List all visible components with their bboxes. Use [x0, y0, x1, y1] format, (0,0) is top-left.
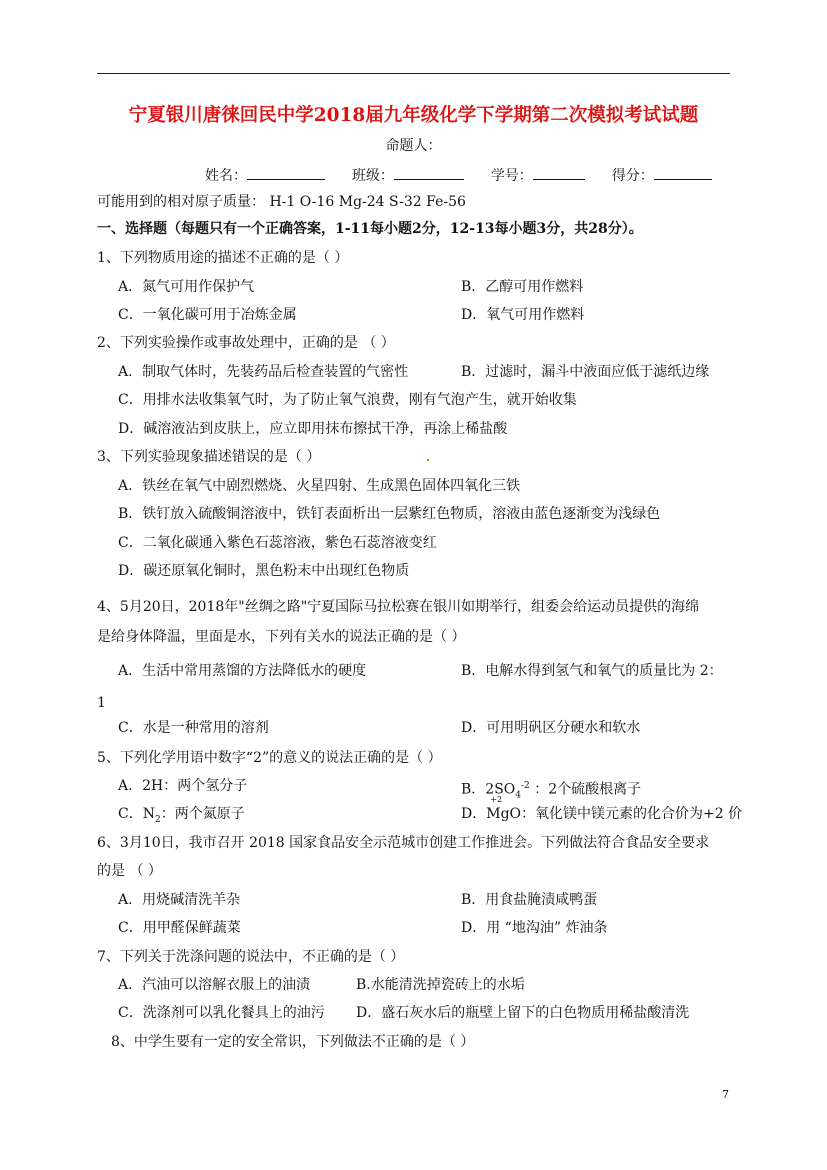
q2-option-c[interactable]: C．用排水法收集氧气时，为了防止氧气浪费，刚有气泡产生，就开始收集	[118, 392, 577, 408]
q5-b-prefix: B．	[461, 781, 486, 798]
q1-option-b[interactable]: B．乙醇可用作燃料	[461, 279, 584, 295]
q7-option-a[interactable]: A．汽油可以溶解衣服上的油渍	[118, 977, 311, 993]
q7-option-d[interactable]: D．盛石灰水后的瓶壁上留下的白色物质用稀盐酸清洗	[356, 1005, 690, 1021]
class-field[interactable]	[394, 165, 464, 180]
q6-option-d[interactable]: D．用 “地沟油” 炸油条	[461, 920, 608, 936]
id-field[interactable]	[533, 165, 585, 180]
q5-b-superscript: -2	[521, 781, 530, 791]
stray-mark	[427, 459, 429, 461]
q5-d-text: ：氧化镁中镁元素的化合价为+2 价	[521, 806, 743, 822]
q2-option-b[interactable]: B．过滤时，漏斗中液面应低于滤纸边缘	[461, 364, 710, 380]
q5-b-formula: 2SO	[485, 781, 516, 798]
q4-option-b-wrap: 1	[97, 695, 106, 711]
q1-option-a[interactable]: A．氮气可用作保护气	[118, 279, 255, 295]
q3-option-b[interactable]: B．铁钉放入硫酸铜溶液中，铁钉表面析出一层紫红色物质，溶液由蓝色逐渐变为浅绿色	[118, 506, 661, 522]
q5-b-text: ：2个硫酸根离子	[529, 781, 642, 798]
q4-option-d[interactable]: D．可用明矾区分硬水和软水	[461, 720, 641, 736]
q7-option-b[interactable]: B.水能清洗掉瓷砖上的水垢	[356, 977, 525, 993]
q5-c-prefix: C．N	[118, 806, 155, 822]
question-3-stem: 3、下列实验现象描述错误的是（ ）	[97, 449, 321, 465]
header-rule	[97, 73, 730, 74]
q3-option-c[interactable]: C．二氧化碳通入紫色石蕊溶液，紫色石蕊溶液变红	[118, 535, 437, 551]
author-label: 命题人：	[385, 138, 442, 154]
question-5-stem: 5、下列化学用语中数字“2”的意义的说法正确的是（ ）	[97, 750, 442, 766]
question-6-stem-line1: 6、3月10日，我市召开 2018 国家食品安全示范城市创建工作推进会。下列做法符合食品安全要求	[97, 835, 710, 851]
q5-c-subscript: 2	[154, 814, 161, 825]
q5-option-d[interactable]	[461, 795, 743, 823]
score-field[interactable]	[654, 165, 712, 180]
q4-option-a[interactable]: A．生活中常用蒸馏的方法降低水的硬度	[118, 663, 367, 679]
q7-option-c[interactable]: C．洗涤剂可以乳化餐具上的油污	[118, 1005, 325, 1021]
student-info-row	[205, 165, 712, 185]
score-label: 得分：	[611, 168, 654, 184]
section-title: 一、选择题（每题只有一个正确答案，1-11每小题2分，12-13每小题3分，共28分）。	[97, 221, 643, 237]
question-2-stem: 2、下列实验操作或事故处理中，正确的是 （ ）	[97, 335, 395, 351]
class-label: 班级：	[351, 168, 394, 184]
id-label: 学号：	[490, 168, 533, 184]
q5-b-subscript: 4	[515, 790, 522, 801]
question-4-stem-line1: 4、5月20日，2018年"丝绸之路"宁夏国际马拉松赛在银川如期举行，组委会给运动员提供的海绵	[97, 599, 700, 615]
q5-option-c[interactable]	[118, 805, 245, 829]
q6-option-c[interactable]: C．用甲醛保鲜蔬菜	[118, 920, 241, 936]
question-7-stem: 7、下列关于洗涤问题的说法中，不正确的是（ ）	[97, 949, 405, 965]
question-8-stem: 8、中学生要有一定的安全常识，下列做法不正确的是（ ）	[111, 1034, 475, 1050]
name-field[interactable]	[247, 165, 325, 180]
q2-option-a[interactable]: A．制取气体时，先装药品后检查装置的气密性	[118, 364, 409, 380]
q4-option-c[interactable]: C．水是一种常用的溶剂	[118, 720, 269, 736]
q5-d-prefix: D．	[461, 806, 487, 822]
q5-option-a[interactable]: A．2H：两个氢分子	[118, 778, 248, 794]
q5-option-b[interactable]	[461, 777, 641, 804]
q5-d-valence: +2	[490, 795, 503, 804]
question-6-stem-line2: 的是 （ ）	[97, 863, 162, 879]
q4-option-b[interactable]: B．电解水得到氢气和氧气的质量比为 2：	[461, 663, 723, 679]
page-title: 宁夏银川唐徕回民中学2018届九年级化学下学期第二次模拟考试试题	[128, 105, 699, 126]
question-1-stem: 1、下列物质用途的描述不正确的是（ ）	[97, 250, 349, 266]
q1-option-c[interactable]: C．一氧化碳可用于冶炼金属	[118, 307, 297, 323]
page-number: 7	[722, 1088, 729, 1101]
name-label: 姓名：	[205, 168, 247, 184]
q6-option-a[interactable]: A．用烧碱清洗羊杂	[118, 892, 241, 908]
q2-option-d[interactable]: D．碱溶液沾到皮肤上，应立即用抹布擦拭干净，再涂上稀盐酸	[118, 421, 508, 437]
q3-option-a[interactable]: A．铁丝在氧气中剧烈燃烧、火星四射、生成黑色固体四氧化三铁	[118, 478, 521, 494]
atomic-masses: 可能用到的相对原子质量： H-1 O-16 Mg-24 S-32 Fe-56	[97, 194, 466, 210]
q3-option-d[interactable]: D．碳还原氧化铜时，黑色粉末中出现红色物质	[118, 563, 410, 579]
q1-option-d[interactable]: D．氧气可用作燃料	[461, 307, 585, 323]
question-4-stem-line2: 是给身体降温，里面是水，下列有关水的说法正确的是（ ）	[97, 629, 466, 645]
q5-d-formula: MgO	[486, 806, 522, 822]
q6-option-b[interactable]: B．用食盐腌渍咸鸭蛋	[461, 892, 598, 908]
q5-c-text: ：两个氮原子	[160, 806, 245, 822]
